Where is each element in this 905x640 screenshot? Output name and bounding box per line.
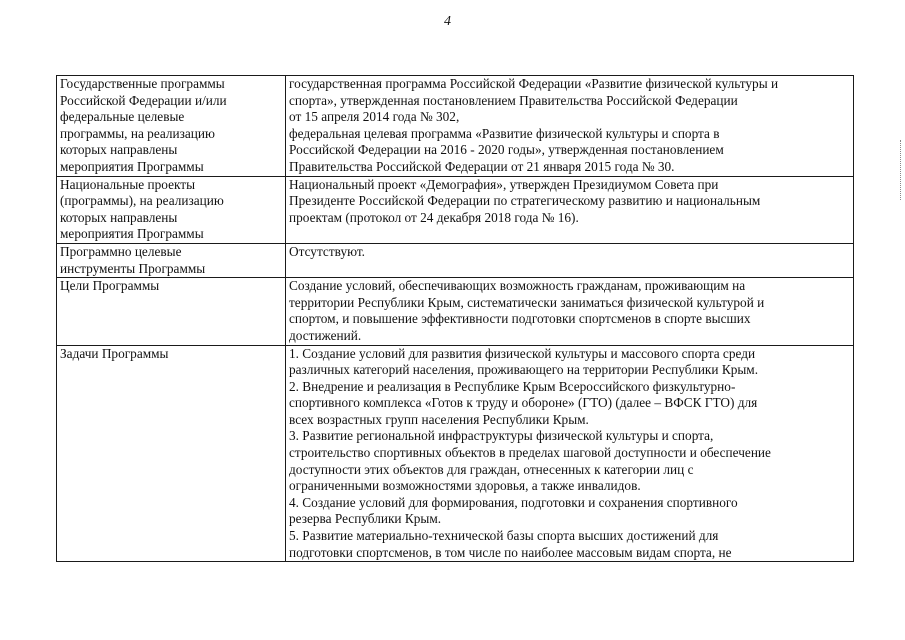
margin-scan-mark — [900, 140, 903, 200]
row-value-cell — [286, 76, 854, 177]
value-line: государственная программа Российской Федерации «Развитие физической культуры и — [289, 76, 779, 91]
value-line: 5. Развитие материально-технической базы спорта высших достижений для — [289, 528, 719, 544]
value-line: Национальный проект «Демография», утвержден Президиумом Совета при — [289, 176, 719, 192]
value-line: Российской Федерации на 2016 - 2020 годы», утвержденная постановлением — [289, 142, 724, 158]
value-line: от 15 апреля 2014 года № 302, — [289, 109, 460, 125]
value-line: Президенте Российской Федерации по стратегическому развитию и национальным — [289, 193, 761, 209]
value-line: доступности этих объектов для граждан, отнесенных к категории лиц с — [289, 461, 694, 477]
row-value-cell — [286, 176, 854, 243]
row-label-cell — [57, 243, 286, 277]
table-row — [57, 76, 854, 177]
table-row — [57, 176, 854, 243]
value-line: ограниченными возможностями здоровья, а также инвалидов. — [289, 478, 641, 494]
value-line: 3. Развитие региональной инфраструктуры физической культуры и спорта, — [289, 428, 714, 444]
value-line: территории Республики Крым, систематически заниматься физической культурой и — [289, 294, 765, 310]
value-line: подготовки спортсменов, в том числе по наиболее массовым видам спорта, не — [289, 544, 732, 560]
value-line: Создание условий, обеспечивающих возможность гражданам, проживающим на — [289, 278, 746, 294]
value-line: 4. Создание условий для формирования, подготовки и сохранения спортивного — [289, 494, 738, 510]
value-line: строительство спортивных объектов в пределах шаговой доступности и обеспечение — [289, 445, 771, 461]
row-label-cell — [57, 278, 286, 345]
value-line: Правительства Российской Федерации от 21 января 2015 года № 30. — [289, 158, 675, 174]
value-line: различных категорий населения, проживающего на территории Республики Крым. — [289, 362, 759, 378]
label-line: Государственные программы — [60, 76, 225, 91]
value-line: достижений. — [289, 327, 362, 343]
label-line: которых направлены — [60, 142, 178, 158]
page-number: 4 — [444, 14, 451, 29]
label-line: мероприятия Программы — [60, 226, 204, 242]
value-line: проектам (протокол от 24 декабря 2018 года № 16). — [289, 209, 579, 225]
label-line: (программы), на реализацию — [60, 193, 224, 209]
value-line: спортом, и повышение эффективности подготовки спортсменов в спорте высших — [289, 311, 751, 327]
row-value-cell — [286, 345, 854, 562]
label-line: инструменты Программы — [60, 260, 206, 276]
row-label-cell — [57, 345, 286, 562]
value-line: федеральная целевая программа «Развитие физической культуры и спорта в — [289, 125, 720, 141]
label-line: мероприятия Программы — [60, 158, 204, 174]
table-row — [57, 243, 854, 277]
row-label-cell — [57, 76, 286, 177]
passport-table — [56, 75, 854, 562]
label-line: программы, на реализацию — [60, 125, 215, 141]
value-line: 1. Создание условий для развития физической культуры и массового спорта среди — [289, 345, 756, 361]
value-line: резерва Республики Крым. — [289, 511, 442, 527]
value-line: всех возрастных групп населения Республики Крым. — [289, 411, 589, 427]
label-line: Цели Программы — [60, 278, 160, 294]
row-value-cell — [286, 243, 854, 277]
label-line: Задачи Программы — [60, 345, 169, 361]
value-line: спортивного комплекса «Готов к труду и обороне» (ГТО) (далее – ВФСК ГТО) для — [289, 395, 758, 411]
table-row — [57, 345, 854, 562]
label-line: которых направлены — [60, 209, 178, 225]
row-label-cell — [57, 176, 286, 243]
value-line: Отсутствуют. — [289, 243, 366, 259]
label-line: Российской Федерации и/или — [60, 92, 227, 108]
value-line: спорта», утвержденная постановлением Правительства Российской Федерации — [289, 92, 738, 108]
label-line: федеральные целевые — [60, 109, 185, 125]
row-value-cell — [286, 278, 854, 345]
label-line: Программно целевые — [60, 243, 182, 259]
label-line: Национальные проекты — [60, 176, 196, 192]
table-row — [57, 278, 854, 345]
value-line: 2. Внедрение и реализация в Республике Крым Всероссийского физкультурно- — [289, 378, 736, 394]
